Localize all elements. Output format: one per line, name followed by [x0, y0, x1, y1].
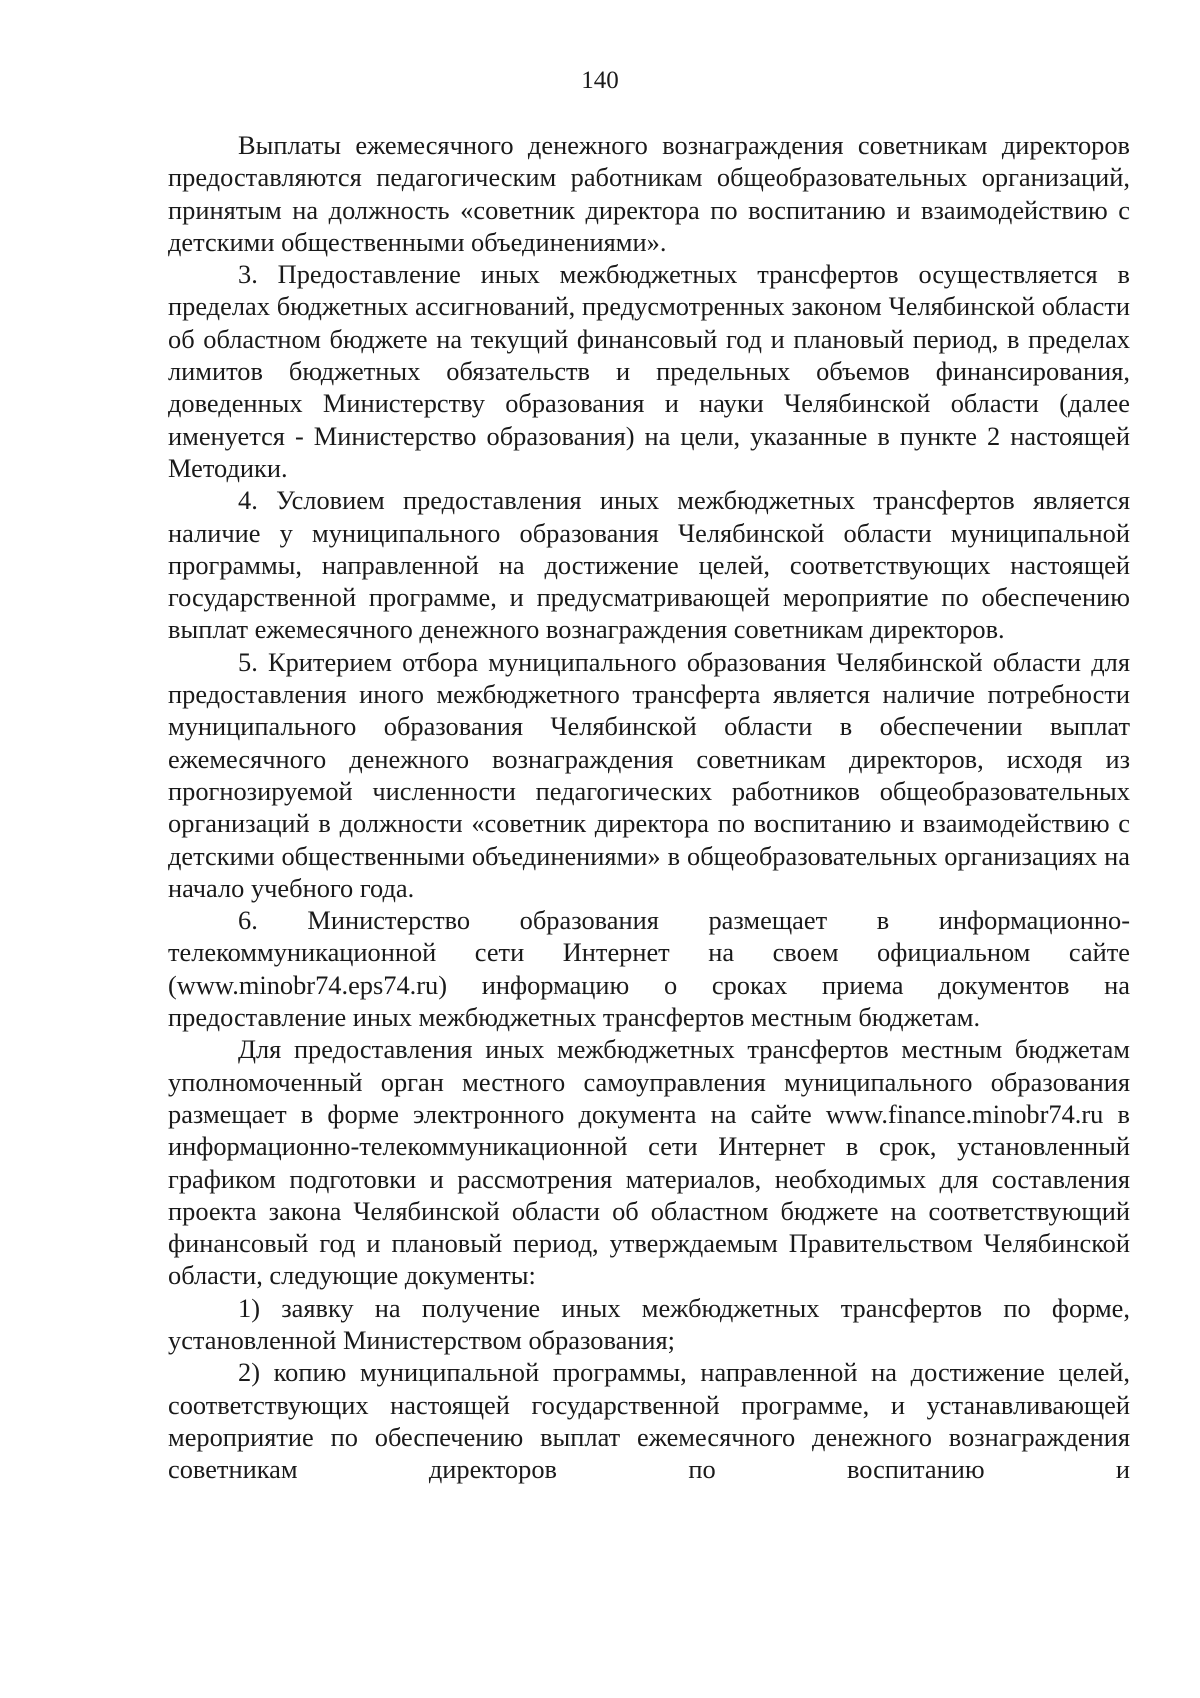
- paragraph-item-6: 6. Министерство образования размещает в информационно-телекоммуникационной сети Интернет на своем официальном сайте (www.minobr74.eps74.ru) информацию о сроках приема документов на предоставление иных межбюджетных трансфертов местным бюджетам.: [168, 905, 1130, 1033]
- list-item-program-copy: 2) копию муниципальной программы, направленной на достижение целей, соответствующих настоящей государственной программе, и устанавливающей мероприятие по обеспечению выплат ежемесячного денежного вознаграждения советникам директоров по воспитанию и: [168, 1357, 1130, 1485]
- paragraph-item-4: 4. Условием предоставления иных межбюджетных трансфертов является наличие у муниципального образования Челябинской области муниципальной программы, направленной на достижение целей, соответствующих настоящей государственной программе, и предусматривающей мероприятие по обеспечению выплат ежемесячного денежного вознаграждения советникам директоров.: [168, 485, 1130, 645]
- list-item-application: 1) заявку на получение иных межбюджетных трансфертов по форме, установленной Министерством образования;: [168, 1292, 1130, 1355]
- page-number: 140: [581, 67, 619, 94]
- paragraph-item-5: 5. Критерием отбора муниципального образования Челябинской области для предоставления иного межбюджетного трансферта является наличие потребности муниципального образования Челябинской области в обеспечении выплат ежемесячного денежного вознаграждения советникам директоров, исходя из прогнозируемой численности педагогических работников общеобразовательных организаций в должности «советник директора по воспитанию и взаимодействию с детскими общественными объединениями» в общеобразовательных организациях на начало учебного года.: [168, 646, 1130, 903]
- paragraph-advisor-payments: Выплаты ежемесячного денежного вознаграждения советникам директоров предоставляются педагогическим работникам общеобразовательных организаций, принятым на должность «советник директора по воспитанию и взаимодействию с детскими общественными объединениями».: [168, 130, 1130, 257]
- document-body: [168, 129, 1130, 1485]
- paragraph-documents-submission: Для предоставления иных межбюджетных трансфертов местным бюджетам уполномоченный орган местного самоуправления муниципального образования размещает в форме электронного документа на сайте www.finance.minobr74.ru в информационно-телекоммуникационной сети Интернет в срок, установленный графиком подготовки и рассмотрения материалов, необходимых для составления проекта закона Челябинской области об областном бюджете на соответствующий финансовый год и плановый период, утверждаемым Правительством Челябинской области, следующие документы:: [168, 1034, 1130, 1291]
- paragraph-item-3: 3. Предоставление иных межбюджетных трансфертов осуществляется в пределах бюджетных ассигнований, предусмотренных законом Челябинской области об областном бюджете на текущий финансовый год и плановый период, в пределах лимитов бюджетных обязательств и предельных объемов финансирования, доведенных Министерству образования и науки Челябинской области (далее именуется - Министерство образования) на цели, указанные в пункте 2 настоящей Методики.: [168, 259, 1130, 483]
